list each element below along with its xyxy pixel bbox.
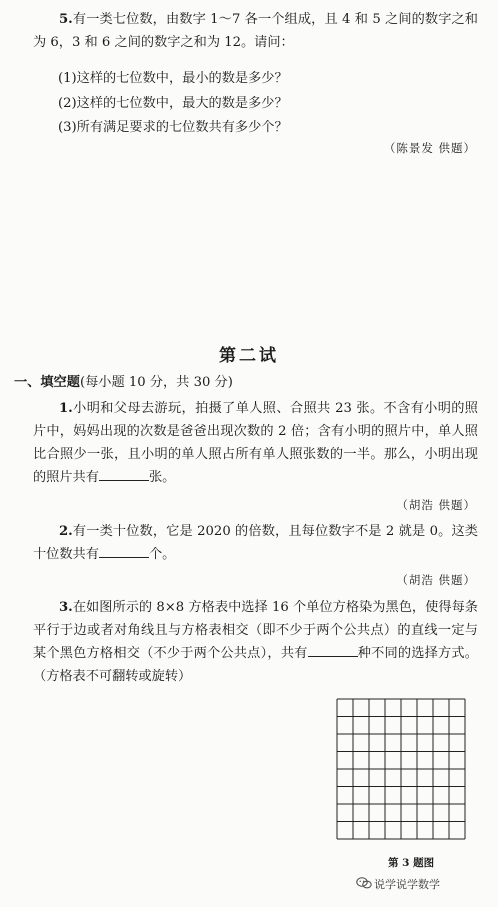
q5-stem-text: 有一类七位数，由数字 1～7 各一个组成，且 4 和 5 之间的数字之和为 6，3 和 6 之间的数字之和为 12。请问： xyxy=(33,12,478,50)
q5-part-2: (2)这样的七位数中，最大的数是多少？ xyxy=(58,96,288,111)
q1-answer-blank xyxy=(99,468,149,481)
grid-8x8-figure xyxy=(333,695,469,843)
q1-text-before: 小明和父母去游玩，拍摄了单人照、合照共 23 张。不含有小明的照片中，妈妈出现的次数是爸爸出现次数的 2 倍；含有小明的照片中，单人照比合照少一张，且小明的单人照占所有单人照张数的一半。那么，小明出现的照片共有 xyxy=(33,401,478,485)
q3-text-before: 在如图所示的 8×8 方格表中选择 16 个单位方格染为黑色，使得每条平行于边或者对角线且与方格表相交（即不少于两个公共点）的直线一定与某个黑色方格相交（不少于两个公共点），共有 xyxy=(33,600,478,661)
q3-text-after: 种不同的选择方式。（方格表不可翻转或旋转） xyxy=(33,646,478,684)
q5-stem xyxy=(33,8,478,54)
q2-text-after: 个。 xyxy=(148,547,176,562)
q2-text-before: 有一类十位数，它是 2020 的倍数，且每位数字不是 2 就是 0。这类十位数共有 xyxy=(33,524,478,562)
q1-number: 1. xyxy=(59,401,73,416)
q5-credit: （陈景发 供题） xyxy=(383,141,476,155)
q5-number: 5. xyxy=(59,12,73,27)
q3-text xyxy=(33,596,478,688)
watermark-text: 说学说学数学 xyxy=(374,878,440,891)
section-label: 一、填空题 xyxy=(14,375,80,390)
exam-title: 第二试 xyxy=(219,346,279,366)
section-note: (每小题 10 分，共 30 分) xyxy=(79,375,233,390)
q5-part-3: (3)所有满足要求的七位数共有多少个？ xyxy=(58,120,288,135)
q1-credit: （胡浩 供题） xyxy=(396,498,476,512)
q3-answer-blank xyxy=(308,644,358,657)
q1-text xyxy=(33,397,478,489)
q5-part-1: (1)这样的七位数中，最小的数是多少？ xyxy=(58,71,288,86)
q2-answer-blank xyxy=(99,545,149,558)
watermark xyxy=(356,876,440,892)
figure-caption: 第 3 题图 xyxy=(388,857,435,869)
q2-number: 2. xyxy=(59,524,73,539)
wechat-icon xyxy=(356,877,372,889)
q1-text-after: 张。 xyxy=(148,470,176,485)
section-heading xyxy=(14,371,233,390)
q3-number: 3. xyxy=(59,600,73,615)
q2-credit: （胡浩 供题） xyxy=(396,573,476,587)
q2-text xyxy=(33,520,478,566)
